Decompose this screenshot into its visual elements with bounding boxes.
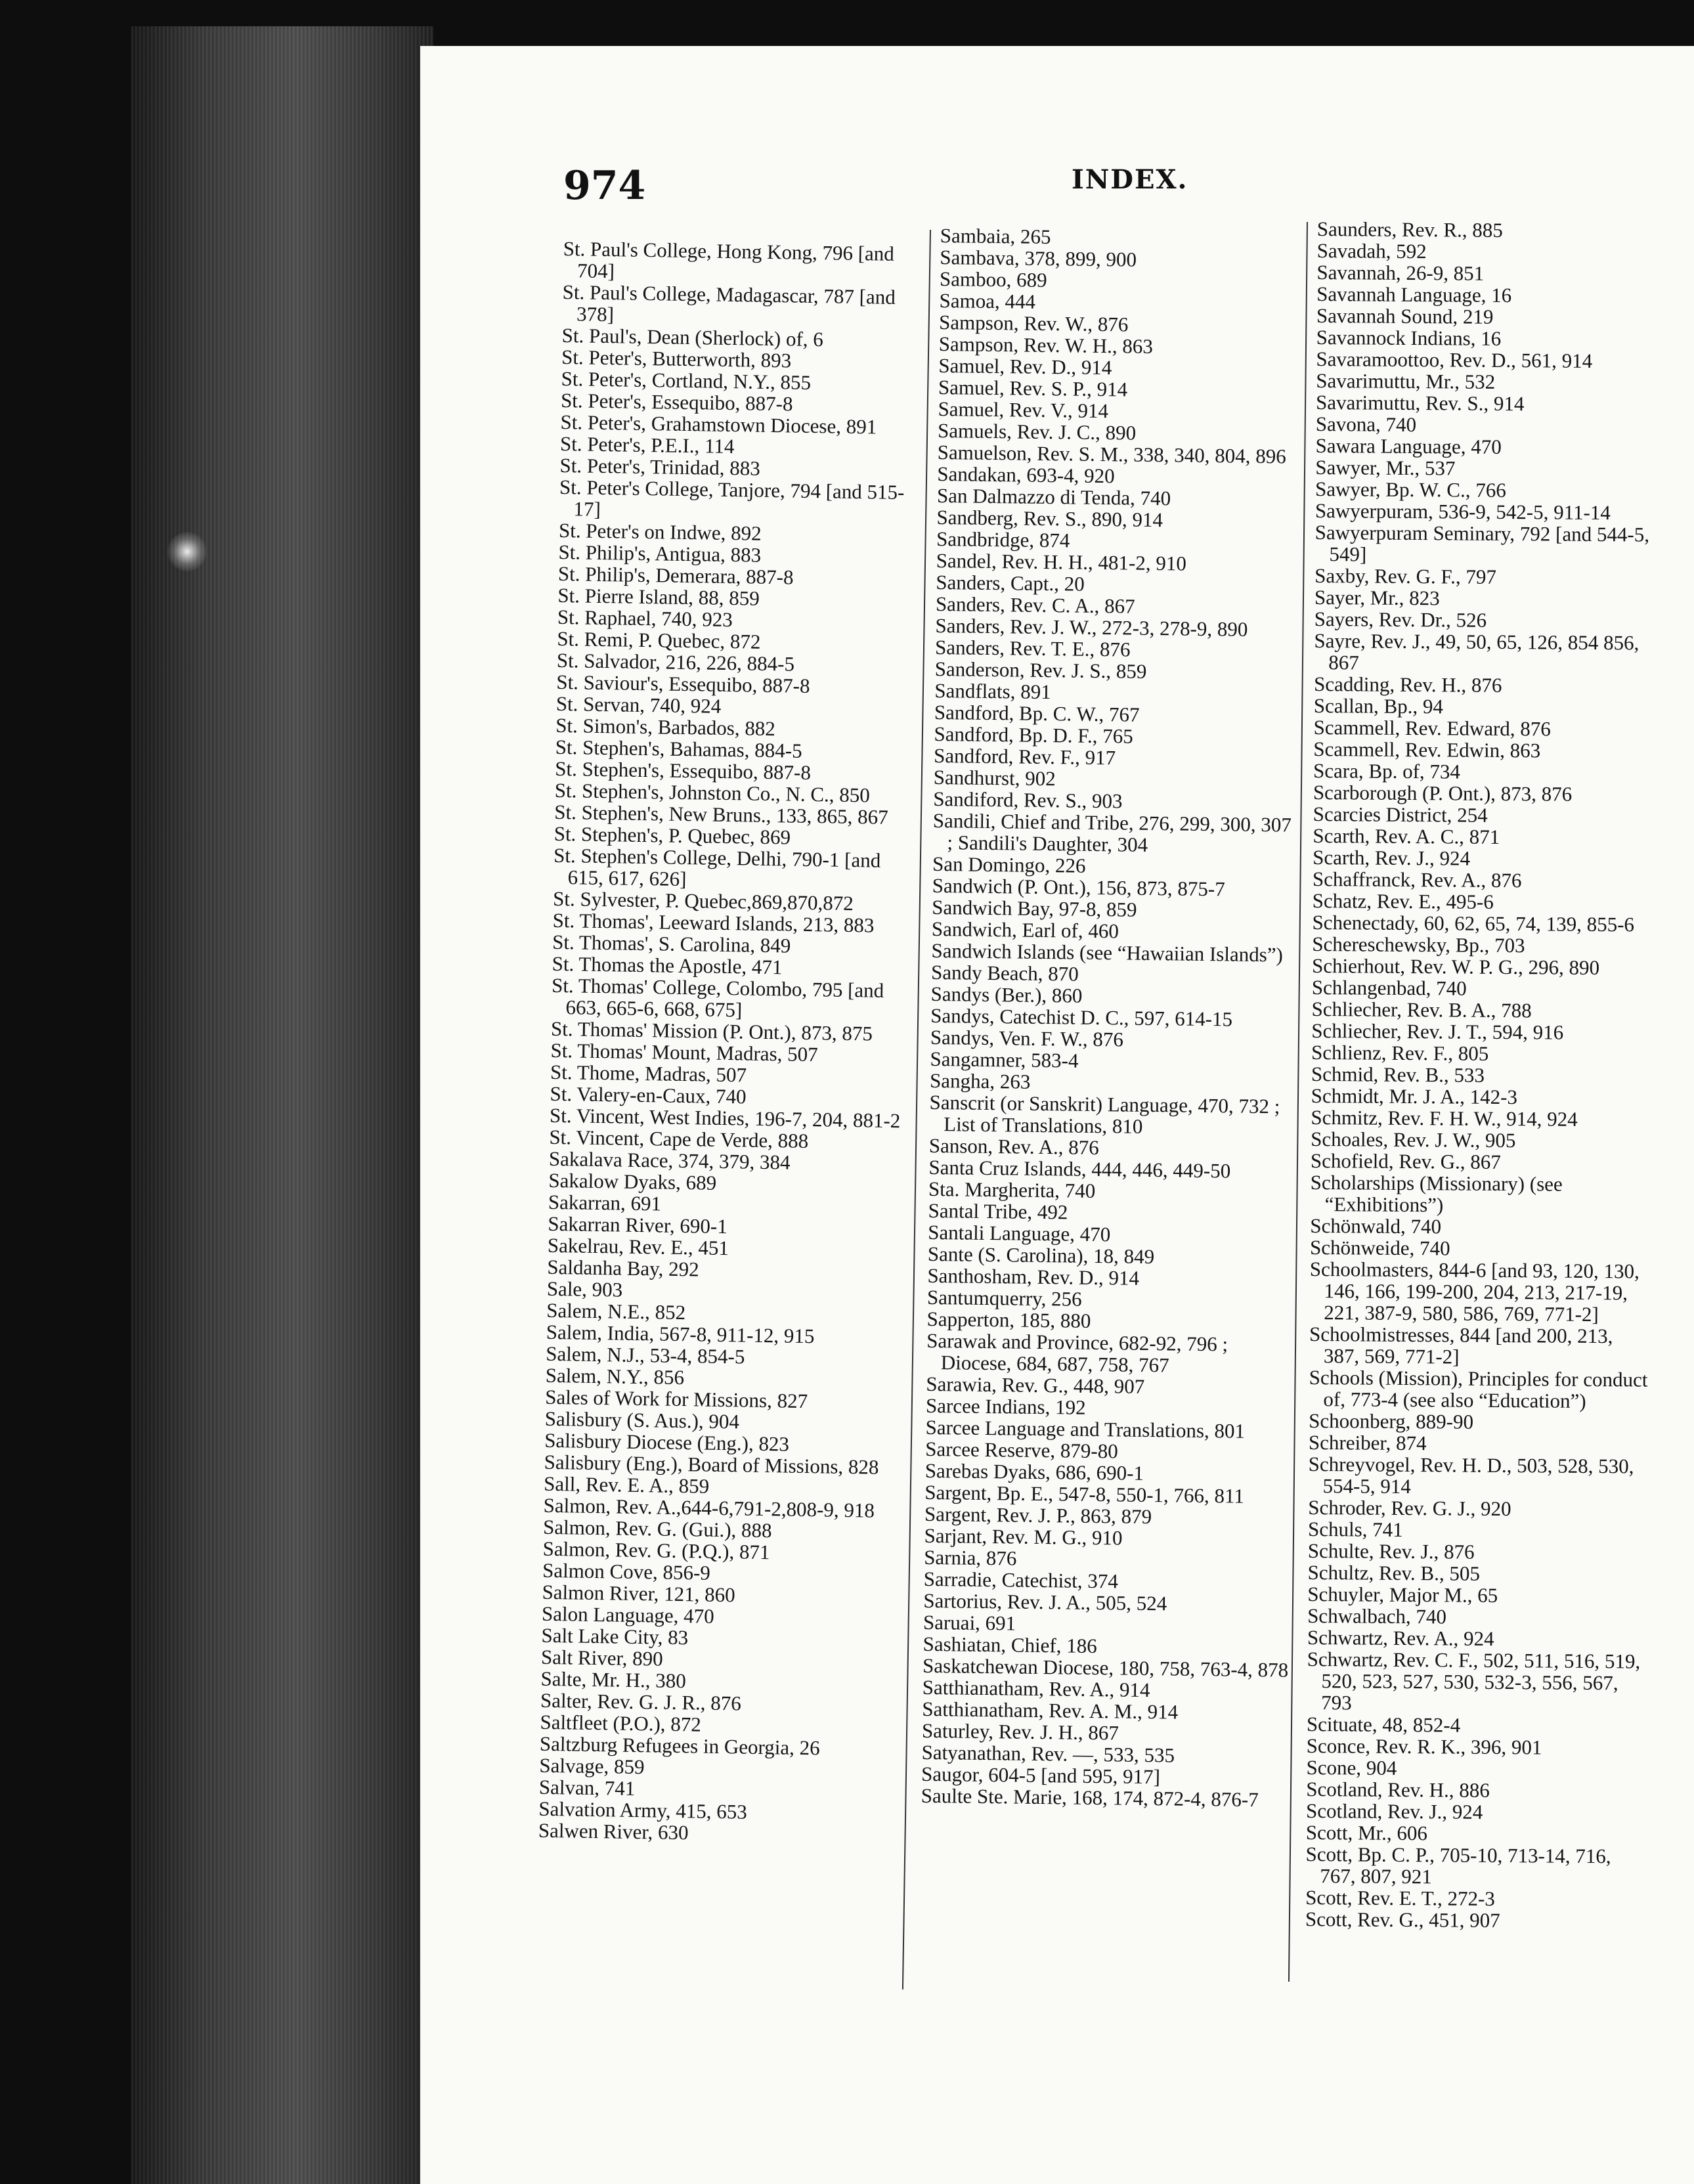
index-entry: St. Peter's, Butterworth, 893 [561, 345, 792, 372]
index-entry: St. Thome, Madras, 507 [550, 1060, 747, 1087]
index-entry: Sandford, Rev. F., 917 [933, 743, 1116, 770]
index-entry: Sayre, Rev. J., 49, 50, 65, 126, 854 856, 867 [1314, 628, 1640, 674]
index-entry: Saskatchewan Diocese, 180, 758, 763-4, 878 [922, 1653, 1289, 1682]
index-entry: St. Stephen's, New Bruns., 133, 865, 867 [554, 800, 888, 829]
index-entry: Sandel, Rev. H. H., 481-2, 910 [936, 548, 1187, 575]
index-entry: St. Peter's, Essequibo, 887-8 [560, 388, 793, 416]
index-entry: Scammell, Rev. Edward, 876 [1313, 715, 1552, 741]
index-entry: St. Stephen's College, Delhi, 790-1 [and 615, 617, 626] [553, 843, 881, 891]
index-entry: Schatz, Rev. E., 495-6 [1312, 888, 1494, 913]
index-entry: Schenectady, 60, 62, 65, 74, 139, 855-6 [1312, 910, 1635, 936]
index-entry: Sarebas Dyaks, 686, 690-1 [924, 1458, 1144, 1485]
index-entry: Schönwald, 740 [1310, 1213, 1442, 1238]
index-entry: Sandhurst, 902 [933, 765, 1056, 791]
index-entry: Salt Lake City, 83 [541, 1623, 689, 1649]
index-entry: Schoonberg, 889-90 [1309, 1409, 1474, 1433]
index-entry: Sandys, Ven. F. W., 876 [930, 1025, 1124, 1051]
index-entry: Scituate, 48, 852-4 [1306, 1712, 1461, 1737]
index-entry: Sarradie, Catechist, 374 [923, 1567, 1119, 1593]
index-entry: Schoales, Rev. J. W., 905 [1311, 1127, 1516, 1152]
index-entry: Schereschewsky, Bp., 703 [1312, 932, 1525, 957]
index-entry: Salisbury Diocese (Eng.), 823 [544, 1428, 790, 1456]
index-entry: Salem, India, 567-8, 911-12, 915 [546, 1320, 815, 1348]
index-entry: Sawyer, Bp. W. C., 766 [1314, 477, 1506, 502]
index-entry: St. Stephen's, Johnston Co., N. C., 850 [554, 778, 871, 807]
index-entry: Salmon River, 121, 860 [542, 1580, 735, 1607]
index-entry: Sarcee Language and Translations, 801 [925, 1415, 1246, 1443]
index-entry: Sampson, Rev. W., 876 [938, 310, 1129, 336]
index-entry: Schwartz, Rev. C. F., 502, 511, 516, 519, 520, 523, 527, 530, 532-3, 556, 567, 793 [1307, 1647, 1641, 1714]
index-entry: Salem, N.J., 53-4, 854-5 [546, 1342, 745, 1368]
index-entry: St. Paul's College, Hong Kong, 796 [and 704] [563, 237, 895, 283]
index-entry: St. Paul's, Dean (Sherlock) of, 6 [561, 323, 824, 351]
index-entry: Sale, 903 [546, 1277, 623, 1301]
index-entry: Schuyler, Major M., 65 [1307, 1582, 1498, 1607]
index-entry: Savannah, 26-9, 851 [1316, 260, 1485, 285]
index-entry: Sashiatan, Chief, 186 [923, 1632, 1097, 1658]
index-entry: Sandwich (P. Ont.), 156, 873, 875-7 [932, 873, 1225, 901]
index-entry: St. Peter's, Grahamstown Diocese, 891 [560, 410, 877, 439]
index-entry: Schaffranck, Rev. A., 876 [1312, 867, 1522, 892]
index-entry: Sanderson, Rev. J. S., 859 [934, 657, 1147, 683]
index-entry: Sarawak and Province, 682-92, 796 ; Diocese, 684, 687, 758, 767 [926, 1328, 1228, 1377]
index-entry: St. Vincent, West Indies, 196-7, 204, 881-2 [549, 1103, 901, 1133]
index-entry: Sakelrau, Rev. E., 451 [547, 1233, 729, 1260]
index-entry: Santumquerry, 256 [926, 1285, 1082, 1311]
index-entry: Savannah Sound, 219 [1316, 303, 1494, 328]
index-entry: St. Philip's, Antigua, 883 [558, 540, 762, 567]
index-entry: Sandys, Catechist D. C., 597, 614-15 [930, 1003, 1233, 1031]
index-column-2 [921, 225, 1308, 1811]
index-entry: Savarimuttu, Rev. S., 914 [1315, 390, 1525, 416]
index-entry: Schulte, Rev. J., 876 [1307, 1539, 1475, 1563]
index-entry: Sandford, Bp. C. W., 767 [934, 700, 1140, 726]
index-entry: Sanscrit (or Sanskrit) Language, 470, 732 ; List of Translations, 810 [929, 1090, 1280, 1138]
index-entry: Sandili, Chief and Tribe, 276, 299, 300, 307 ; Sandili's Daughter, 304 [932, 808, 1292, 856]
index-entry: Sales of Work for Missions, 827 [544, 1385, 808, 1413]
index-entry: Scarcies District, 254 [1313, 802, 1488, 827]
index-entry: St. Stephen's, P. Quebec, 869 [554, 821, 791, 849]
index-entry: St. Philip's, Demerara, 887-8 [557, 561, 794, 589]
index-entry: Schreiber, 874 [1308, 1430, 1427, 1455]
index-entry: Schwartz, Rev. A., 924 [1307, 1625, 1494, 1650]
index-entry: Scott, Rev. G., 451, 907 [1305, 1907, 1500, 1933]
index-entry: Sawyerpuram Seminary, 792 [and 544-5, 549] [1314, 520, 1650, 566]
index-entry: Samuel, Rev. S. P., 914 [938, 375, 1128, 401]
index-entry: Sarnia, 876 [923, 1545, 1017, 1570]
index-entry: Scholarships (Missionary) (see “Exhibitions”) [1310, 1170, 1563, 1217]
index-entry: Schuls, 741 [1307, 1517, 1403, 1541]
index-entry: Saturley, Rev. J. H., 867 [921, 1718, 1119, 1745]
index-entry: Saldanha Bay, 292 [547, 1255, 699, 1281]
index-entry: St. Thomas', S. Carolina, 849 [552, 930, 791, 957]
index-entry: Schreyvogel, Rev. H. D., 503, 528, 530, 554-5, 914 [1308, 1452, 1634, 1498]
index-entry: Saxby, Rev. G. F., 797 [1314, 563, 1497, 588]
index-entry: Schönweide, 740 [1309, 1235, 1450, 1260]
index-entry: Sandbridge, 874 [936, 527, 1070, 552]
index-entry: Savannock Indians, 16 [1316, 325, 1502, 350]
index-entry: Schmid, Rev. B., 533 [1311, 1062, 1485, 1087]
index-column-3 [1305, 218, 1659, 1933]
index-entry: Salmon, Rev. A.,644-6,791-2,808-9, 918 [543, 1493, 875, 1522]
index-entry: Schwalbach, 740 [1307, 1604, 1447, 1628]
index-entry: Schofield, Rev. G., 867 [1310, 1148, 1501, 1173]
index-entry: St. Peter's on Indwe, 892 [558, 518, 762, 545]
index-entry: Sandy Beach, 870 [930, 960, 1079, 986]
index-entry: Sandberg, Rev. S., 890, 914 [936, 505, 1163, 532]
index-entry: Sandakan, 693-4, 920 [937, 462, 1115, 488]
index-entry: Schools (Mission), Principles for conduct of, 773-4 (see also “Education”) [1309, 1365, 1648, 1412]
index-entry: Salon Language, 470 [541, 1602, 714, 1628]
index-entry: Sandwich Bay, 97-8, 859 [932, 895, 1137, 921]
index-entry: Sandwich, Earl of, 460 [931, 917, 1119, 943]
index-entry: St. Thomas' College, Colombo, 795 [and 663, 665-6, 668, 675] [551, 973, 884, 1022]
index-entry: St. Thomas' Mission (P. Ont.), 873, 875 [550, 1016, 873, 1045]
index-entry: St. Paul's College, Madagascar, 787 [and 378] [562, 280, 896, 326]
index-entry: Saugor, 604-5 [and 595, 917] [921, 1762, 1161, 1789]
index-entry: Sakarran River, 690-1 [548, 1212, 728, 1238]
index-entry: Scone, 904 [1306, 1755, 1397, 1780]
index-entry: Salt River, 890 [540, 1645, 663, 1671]
index-entry: Samuel, Rev. D., 914 [938, 353, 1112, 380]
index-entry: Sambava, 378, 899, 900 [940, 245, 1137, 271]
index-entry: Salvation Army, 415, 653 [538, 1797, 748, 1824]
index-entry: Sakalow Dyaks, 689 [548, 1168, 717, 1194]
index-entry: Scallan, Bp., 94 [1313, 693, 1444, 718]
index-entry: Salte, Mr. H., 380 [540, 1667, 687, 1693]
index-entry: St. Peter's, P.E.I., 114 [559, 431, 735, 458]
index-entry: Scott, Bp. C. P., 705-10, 713-14, 716, 767, 807, 921 [1305, 1842, 1611, 1889]
index-entry: St. Sylvester, P. Quebec,869,870,872 [552, 886, 854, 915]
index-entry: Savona, 740 [1315, 412, 1417, 437]
index-entry: St. Stephen's, Essequibo, 887-8 [555, 756, 812, 785]
index-entry: Salwen River, 630 [538, 1818, 689, 1845]
index-entry: Scotland, Rev. J., 924 [1305, 1799, 1483, 1824]
index-entry: Sanders, Rev. J. W., 272-3, 278-9, 890 [935, 613, 1248, 641]
index-entry: Sayers, Rev. Dr., 526 [1314, 607, 1487, 632]
index-entry: Samboo, 689 [939, 267, 1047, 292]
index-entry: Schultz, Rev. B., 505 [1307, 1560, 1481, 1585]
index-entry: Sta. Margherita, 740 [928, 1177, 1096, 1202]
index-entry: St. Peter's College, Tanjore, 794 [and 515-17] [559, 475, 905, 521]
index-entry: Sanders, Rev. T. E., 876 [934, 635, 1131, 661]
index-entry: Scadding, Rev. H., 876 [1313, 672, 1502, 697]
index-entry: Schliecher, Rev. B. A., 788 [1311, 997, 1532, 1022]
index-entry: Satthianatham, Rev. A. M., 914 [922, 1697, 1179, 1724]
index-entry: Sapperton, 185, 880 [926, 1307, 1091, 1332]
book-spine [131, 26, 433, 2184]
index-entry: St. Thomas' Mount, Madras, 507 [550, 1038, 818, 1066]
index-entry: Sarcee Reserve, 879-80 [925, 1437, 1118, 1463]
index-entry: Sandford, Bp. D. F., 765 [934, 722, 1133, 748]
index-entry: Santali Language, 470 [928, 1220, 1111, 1246]
index-entry: St. Stephen's, Bahamas, 884-5 [555, 735, 802, 762]
index-entry: Savannah Language, 16 [1316, 282, 1512, 307]
index-entry: Sante (S. Carolina), 18, 849 [927, 1242, 1155, 1269]
index-entry: Sandiford, Rev. S., 903 [933, 787, 1123, 813]
index-entry: St. Pierre Island, 88, 859 [557, 583, 760, 610]
index-entry: St. Salvador, 216, 226, 884-5 [556, 648, 795, 676]
index-entry: Salvan, 741 [538, 1775, 636, 1801]
index-entry: Scara, Bp. of, 734 [1313, 758, 1461, 783]
index-entry: Schoolmasters, 844-6 [and 93, 120, 130, 146, 166, 199-200, 204, 213, 217-19, 221, 387-9, 580, 586, 769, 771-2] [1309, 1257, 1640, 1326]
index-entry: Sandwich Islands (see “Hawaiian Islands”) [931, 938, 1284, 967]
index-entry: Santa Cruz Islands, 444, 446, 449-50 [928, 1155, 1231, 1183]
index-entry: Salisbury (Eng.), Board of Missions, 828 [544, 1450, 879, 1479]
index-entry: Schoolmistresses, 844 [and 200, 213, 387, 569, 771-2] [1309, 1322, 1613, 1368]
index-entry: Sarcee Indians, 192 [925, 1393, 1086, 1419]
index-entry: Sakarran, 691 [548, 1190, 662, 1215]
index-entry: Saltzburg Refugees in Georgia, 26 [539, 1732, 820, 1760]
index-entry: St. Servan, 740, 924 [555, 691, 722, 718]
index-entry: Sanders, Rev. C. A., 867 [935, 592, 1135, 618]
index-entry: San Domingo, 226 [932, 852, 1086, 877]
index-entry: Sakalava Race, 374, 379, 384 [548, 1147, 791, 1174]
light-glare [167, 532, 207, 571]
index-entry: Scarth, Rev. J., 924 [1313, 845, 1471, 870]
index-entry: St. Thomas the Apostle, 471 [552, 951, 783, 979]
index-entry: Schierhout, Rev. W. P. G., 296, 890 [1311, 953, 1600, 980]
index-entry: Savadah, 592 [1316, 238, 1427, 263]
index-entry: Sall, Rev. E. A., 859 [543, 1472, 710, 1498]
index-entry: St. Thomas', Leeward Islands, 213, 883 [552, 908, 875, 937]
index-entry: St. Peter's, Cortland, N.Y., 855 [561, 366, 812, 394]
index-entry: Savarimuttu, Mr., 532 [1316, 368, 1496, 393]
index-entry: St. Raphael, 740, 923 [557, 605, 733, 632]
index-entry: Sargent, Rev. J. P., 863, 879 [924, 1502, 1152, 1529]
index-entry: Sconce, Rev. R. K., 396, 901 [1306, 1734, 1542, 1759]
index-entry: Sandys (Ber.), 860 [930, 982, 1083, 1007]
index-entry: St. Valery-en-Caux, 740 [550, 1081, 747, 1108]
index-entry: Saruai, 691 [923, 1610, 1016, 1635]
index-entry: Samuelson, Rev. S. M., 338, 340, 804, 896 [937, 440, 1286, 468]
index-entry: Savaramoottoo, Rev. D., 561, 914 [1316, 347, 1593, 372]
index-entry: Sangha, 263 [929, 1068, 1031, 1093]
page-number: 974 [563, 163, 646, 209]
index-entry: Salmon, Rev. G. (P.Q.), 871 [542, 1537, 770, 1564]
index-entry: St. Saviour's, Essequibo, 887-8 [556, 670, 810, 697]
index-entry: Saltfleet (P.O.), 872 [540, 1710, 702, 1736]
index-entry: Santal Tribe, 492 [928, 1198, 1068, 1224]
index-entry: Scotland, Rev. H., 886 [1306, 1777, 1490, 1802]
index-entry: Scammell, Rev. Edwin, 863 [1313, 737, 1541, 762]
index-entry: Sartorius, Rev. J. A., 505, 524 [923, 1588, 1167, 1615]
index-entry: Sampson, Rev. W. H., 863 [938, 332, 1154, 358]
index-entry: Sarawia, Rev. G., 448, 907 [926, 1372, 1145, 1398]
index-entry: Schmitz, Rev. F. H. W., 914, 924 [1311, 1105, 1578, 1131]
index-entry: Sawyerpuram, 536-9, 542-5, 911-14 [1314, 498, 1611, 525]
index-entry: Satthianatham, Rev. A., 914 [922, 1675, 1150, 1702]
index-entry: Scarborough (P. Ont.), 873, 876 [1313, 780, 1573, 806]
index-entry: Sawara Language, 470 [1315, 433, 1502, 458]
index-column-1 [538, 238, 931, 1846]
index-entry: Salter, Rev. G. J. R., 876 [540, 1688, 742, 1715]
index-entry: Santhosham, Rev. D., 914 [927, 1263, 1140, 1290]
index-entry: Schroder, Rev. G. J., 920 [1308, 1495, 1511, 1521]
index-entry: Samoa, 444 [939, 288, 1036, 313]
index-entry: Saunders, Rev. R., 885 [1316, 217, 1503, 242]
index-entry: St. Simon's, Barbados, 882 [555, 713, 776, 741]
running-head: INDEX. [1072, 164, 1188, 195]
index-entry: Sandflats, 891 [934, 678, 1051, 704]
index-entry: Schliecher, Rev. J. T., 594, 916 [1311, 1018, 1564, 1044]
index-entry: Sayer, Mr., 823 [1314, 585, 1440, 610]
index-entry: Scarth, Rev. A. C., 871 [1313, 823, 1500, 848]
index-entry: St. Remi, P. Quebec, 872 [557, 626, 761, 653]
index-entry: Satyanathan, Rev. —, 533, 535 [921, 1740, 1175, 1767]
index-entry: Salem, N.E., 852 [546, 1298, 686, 1324]
index-entry: Sargent, Bp. E., 547-8, 550-1, 766, 811 [924, 1480, 1245, 1508]
index-entry: Sanson, Rev. A., 876 [928, 1133, 1099, 1160]
index-entry: Schmidt, Mr. J. A., 142-3 [1311, 1083, 1518, 1109]
index-entry: St. Peter's, Trinidad, 883 [559, 453, 761, 480]
index-entry: Scott, Mr., 606 [1305, 1820, 1428, 1845]
index-entry: Salvage, 859 [539, 1753, 645, 1779]
index-entry: Sanders, Capt., 20 [936, 570, 1085, 596]
index-entry: Saulte Ste. Marie, 168, 174, 872-4, 876-7 [921, 1783, 1259, 1812]
index-entry: Salisbury (S. Aus.), 904 [544, 1407, 740, 1433]
index-entry: Sawyer, Mr., 537 [1315, 455, 1456, 480]
index-entry: Salmon Cove, 856-9 [542, 1558, 711, 1584]
index-entry: Scott, Rev. E. T., 272-3 [1305, 1885, 1495, 1910]
index-entry: Sambaia, 265 [940, 224, 1051, 249]
index-entry: St. Vincent, Cape de Verde, 888 [549, 1125, 809, 1153]
index-entry: Schlienz, Rev. F., 805 [1311, 1040, 1489, 1065]
index-entry: Samuel, Rev. V., 914 [938, 397, 1109, 423]
index-entry: Sangamner, 583-4 [930, 1047, 1079, 1072]
index-entry: Schlangenbad, 740 [1311, 975, 1467, 1000]
index-entry: Salmon, Rev. G. (Gui.), 888 [542, 1515, 772, 1542]
index-entry: San Dalmazzo di Tenda, 740 [936, 483, 1171, 510]
index-entry: Sarjant, Rev. M. G., 910 [924, 1523, 1123, 1550]
index-entry: Samuels, Rev. J. C., 890 [937, 418, 1137, 445]
index-entry: Salem, N.Y., 856 [545, 1363, 685, 1389]
